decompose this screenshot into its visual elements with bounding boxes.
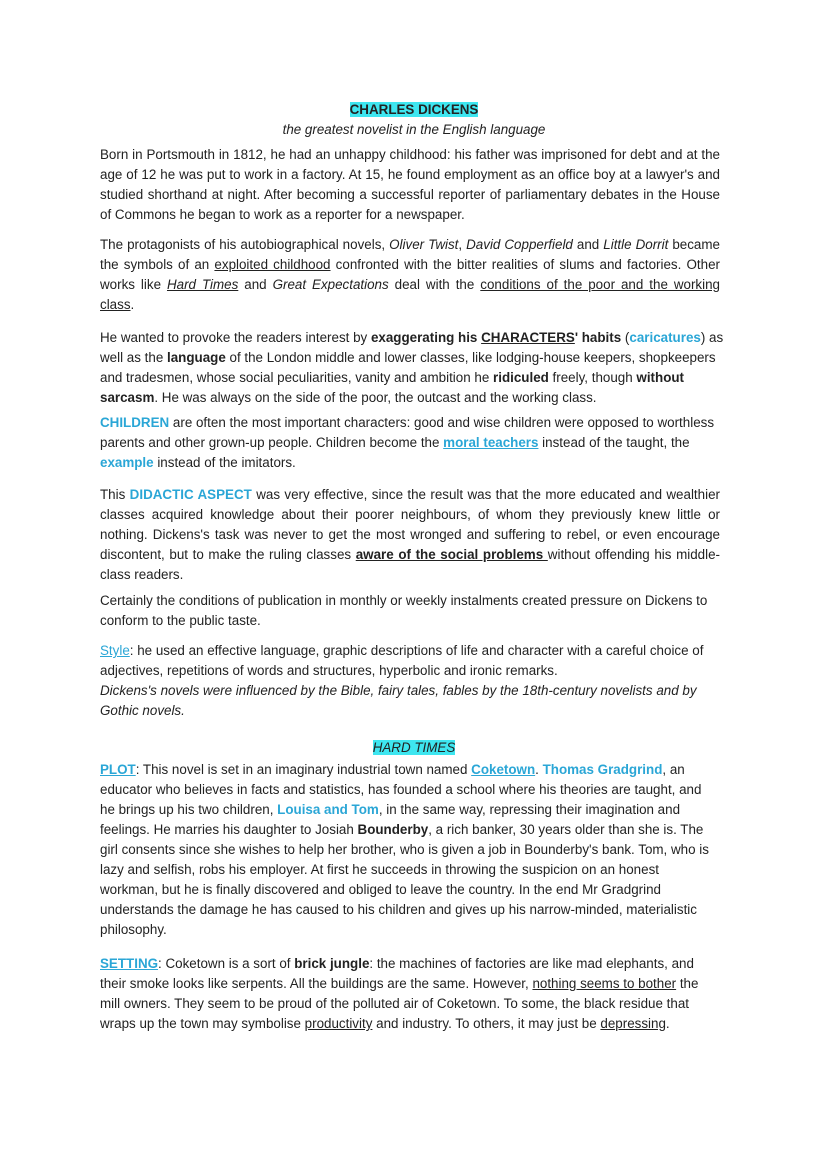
paragraph-characters: He wanted to provoke the readers interest by exaggerating his CHARACTERS' habits (caricatures) as well as the language of the London middle and lower classes, like lodging-house keepers, shopkeepers and tradesmen, whose social peculiarities, vanity and ambition he ridiculed freely, though without sarcasm. He was always on the side of the poor, the outcast and the working class.: [100, 330, 724, 405]
paragraph-setting: SETTING: Coketown is a sort of brick jungle: the machines of factories are like mad elephants, and their smoke looks like serpents. All the buildings are the same. However, nothing seems to bother the mill owners. They seem to be proud of the polluted air of Coketown. To some, the black residue that wraps up the town may symbolise productivity and industry. To others, it may just be depressing.: [100, 956, 699, 1031]
page-subtitle: the greatest novelist in the English language: [282, 122, 546, 137]
paragraph-style: Style: he used an effective language, graphic descriptions of life and character with a careful choice of adjectives, repetitions of words and structures, hyperbolic and ironic remarks. Dickens's novels were influenced by the Bible, fairy tales, fables by the 18th-century novelists and by Gothic novels.: [100, 643, 704, 718]
page-title: CHARLES DICKENS: [349, 102, 479, 117]
paragraph-children: CHILDREN are often the most important characters: good and wise children were opposed to worthless parents and other grown-up people. Children become the moral teachers instead of the taught, the example instead of the imitators.: [100, 415, 715, 470]
paragraph-plot: PLOT: This novel is set in an imaginary industrial town named Coketown. Thomas Gradgrind, an educator who believes in facts and statistics, has founded a school where his theories are taught, and he brings up his two children, Louisa and Tom, in the same way, repressing their imagination and feelings. He marries his daughter to Josiah Bounderby, a rich banker, 30 years older than she is. The girl consents since she wishes to help her brother, who is given a job in Bounderby's bank. Tom, who is lazy and selfish, robs his employer. At first he succeeds in throwing the suspicion on an honest workman, but he is finally discovered and obliged to leave the country. In the end Mr Gradgrind understands the damage he has caused to his children and gives up his narrow-minded, materialistic philosophy.: [100, 762, 709, 937]
paragraph-protagonists: The protagonists of his autobiographical novels, Oliver Twist, David Copperfield and Little Dorrit became the symbols of an exploited childhood confronted with the bitter realities of slums and factories. Other works like Hard Times and Great Expectations deal with the conditions of the poor and the working class.: [100, 237, 720, 312]
plot-label: PLOT: [100, 762, 136, 777]
paragraph-didactic: This DIDACTIC ASPECT was very effective, since the result was that the more educated and wealthier classes acquired knowledge about their poorer neighbours, of whom they previously knew little or nothing. Dickens's task was never to get the most wronged and suffering to rebel, or even encourage discontent, but to make the ruling classes aware of the social problems without offending his middle-class readers.: [100, 487, 720, 582]
section-heading-hard-times: HARD TIMES: [372, 740, 456, 755]
style-link[interactable]: Style: [100, 643, 130, 658]
moral-teachers-link[interactable]: moral teachers: [443, 435, 539, 450]
paragraph-biography: Born in Portsmouth in 1812, he had an unhappy childhood: his father was imprisoned for debt and at the age of 12 he was put to work in a factory. At 15, he found employment as an office boy at a lawyer's and studied shorthand at night. After becoming a successful reporter of parliamentary debates in the House of Commons he began to work as a reporter for a newspaper.: [100, 147, 720, 222]
paragraph-publication: Certainly the conditions of publication in monthly or weekly instalments created pressure on Dickens to conform to the public taste.: [100, 593, 708, 628]
coketown-link[interactable]: Coketown: [471, 762, 536, 777]
setting-label: SETTING: [100, 956, 159, 971]
